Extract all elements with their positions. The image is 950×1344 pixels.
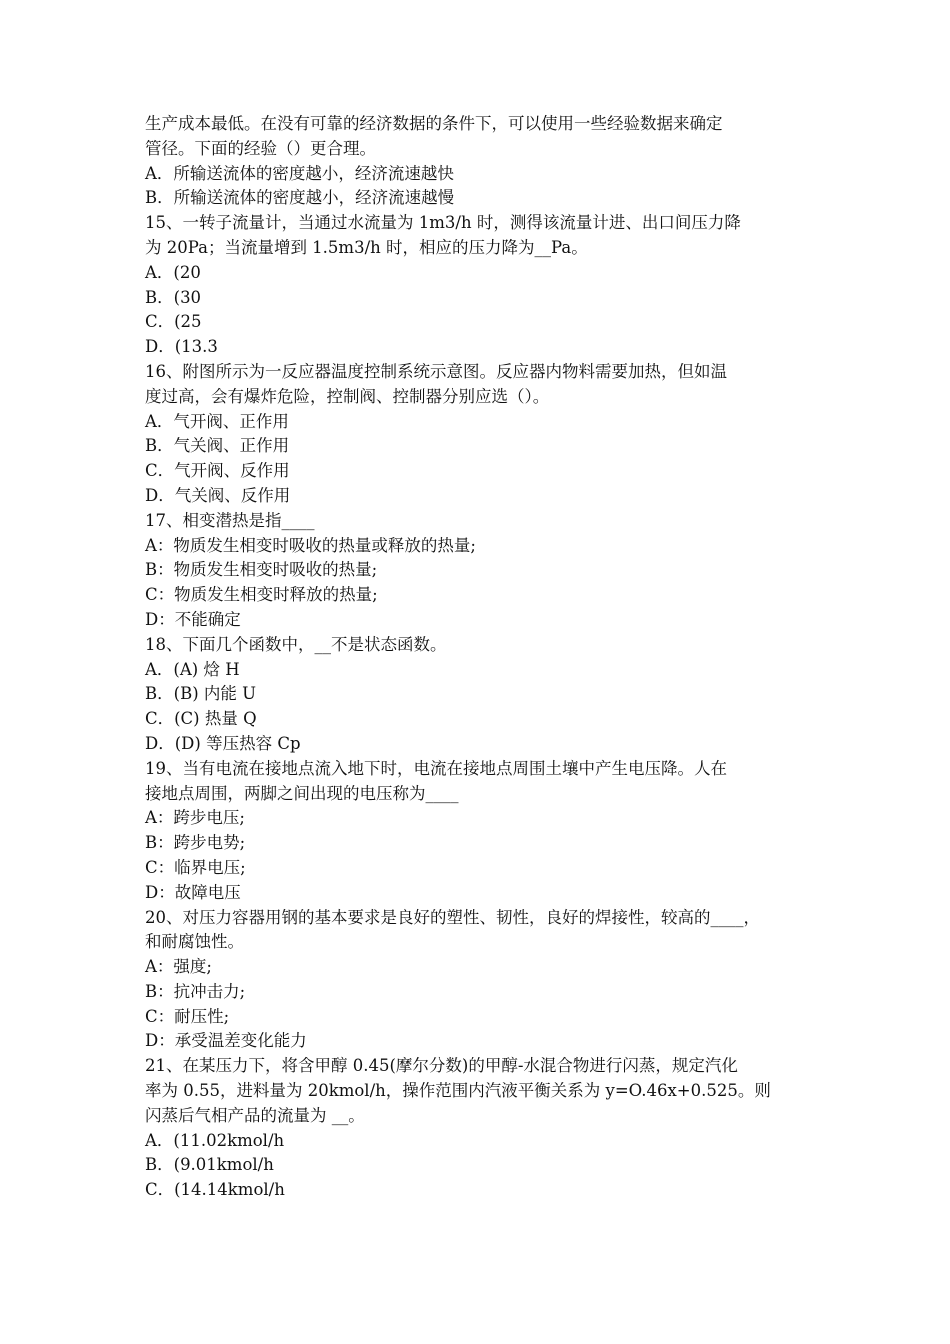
text-line: 接地点周围，两脚之间出现的电压称为____ [145,783,459,803]
text-line: C：耐压性; [145,1006,230,1026]
text-line: 18、下面几个函数中，__不是状态函数。 [145,634,447,654]
text-line: D：故障电压 [145,882,241,902]
text-line: 率为 0.55，进料量为 20kmol/h，操作范围内汽液平衡关系为 y=O.46x+0.525。则 [145,1081,771,1101]
text-line: D．(13.3 [145,337,218,357]
text-line: 生产成本最低。在没有可靠的经济数据的条件下，可以使用一些经验数据来确定 [145,114,723,133]
text-line: C：临界电压; [145,857,246,877]
text-line: A．所输送流体的密度越小，经济流速越快 [145,163,454,183]
text-line: D：不能确定 [145,609,241,629]
text-line: 20、对压力容器用钢的基本要求是良好的塑性、韧性，良好的焊接性，较高的____， [145,907,760,927]
text-line: B．所输送流体的密度越小，经济流速越慢 [145,188,455,208]
text-line: A：强度; [145,957,212,977]
text-line: B．(9.01kmol/h [145,1155,274,1175]
text-line: 16、附图所示为一反应器温度控制系统示意图。反应器内物料需要加热，但如温 [145,361,727,381]
text-line: 15、一转子流量计，当通过水流量为 1m3/h 时，测得该流量计进、出口间压力降 [145,213,741,233]
text-line: 闪蒸后气相产品的流量为 __。 [145,1105,365,1125]
text-line: D．(D) 等压热容 Cp [145,733,301,753]
text-line: D．气关阀、反作用 [145,485,291,505]
text-line: C：物质发生相变时释放的热量; [145,585,378,605]
text-line: B．气关阀、正作用 [145,436,290,456]
text-line: A：物质发生相变时吸收的热量或释放的热量; [145,535,476,555]
text-line: A．(A) 焓 H [145,659,240,679]
text-line: A．(20 [145,262,201,282]
text-line: B：抗冲击力; [145,981,246,1001]
text-line: B．(30 [145,287,202,307]
text-line: C．(14.14kmol/h [145,1180,285,1200]
text-line: 管径。下面的经验（）更合理。 [145,138,376,158]
text-line: C．气开阀、反作用 [145,461,290,481]
text-line: B．(B) 内能 U [145,684,257,704]
text-line: A：跨步电压; [145,808,245,828]
text-line: A．气开阀、正作用 [145,411,289,431]
text-line: 19、当有电流在接地点流入地下时，电流在接地点周围土壤中产生电压降。人在 [145,758,727,778]
text-line: D：承受温差变化能力 [145,1031,307,1051]
text-line: 为 20Pa；当流量增到 1.5m3/h 时，相应的压力降为__Pa。 [145,237,588,257]
text-line: 和耐腐蚀性。 [145,932,244,952]
text-line: A．(11.02kmol/h [145,1130,285,1150]
text-line: 17、相变潜热是指____ [145,510,315,530]
text-line: 度过高，会有爆炸危险，控制阀、控制器分别应选（）。 [145,386,550,406]
text-line: 21、在某压力下，将含甲醇 0.45(摩尔分数)的甲醇-水混合物进行闪蒸，规定汽化 [145,1056,738,1076]
text-line: C．(C) 热量 Q [145,709,257,729]
text-line: B：跨步电势; [145,833,246,853]
document-body [145,112,810,1203]
text-line: B：物质发生相变时吸收的热量; [145,560,378,580]
text-line: C．(25 [145,312,202,332]
